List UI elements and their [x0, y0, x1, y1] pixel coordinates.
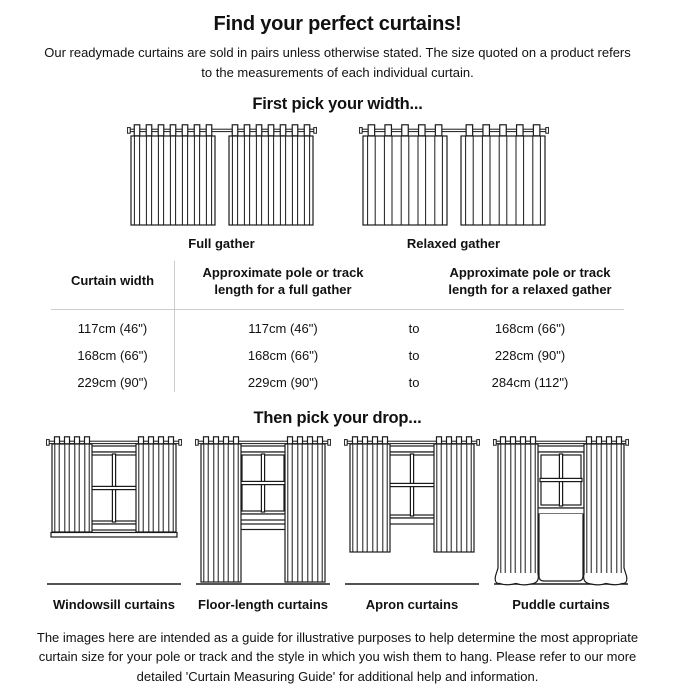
- gather-figures-row: [0, 124, 675, 251]
- relaxed-gather-value: 168cm (66"): [494, 320, 566, 336]
- curtain-width-value: 117cm (46"): [77, 320, 148, 336]
- width-section-heading: First pick your width...: [252, 95, 423, 113]
- relaxed-gather-figure: [359, 124, 549, 251]
- to-separator: to: [408, 320, 420, 336]
- drop-section-heading: Then pick your drop...: [253, 408, 422, 427]
- full-gather-figure: [127, 124, 317, 251]
- header-relaxed-gather: Approximate pole or track length for a relaxed gather: [448, 265, 612, 297]
- floor-length-figure: [195, 436, 331, 612]
- full-gather-value: 229cm (90"): [247, 374, 319, 390]
- floor-length-label: Floor-length curtains: [198, 596, 328, 612]
- windowsill-figure: [46, 436, 182, 612]
- curtain-width-value: 229cm (90"): [77, 374, 148, 390]
- apron-figure: [344, 436, 480, 612]
- table-body: [51, 310, 624, 396]
- relaxed-gather-curtains-illustration: [359, 124, 549, 230]
- full-gather-value: 117cm (46"): [248, 320, 318, 336]
- table-row: [51, 315, 624, 342]
- curtain-width-value: 168cm (66"): [77, 347, 148, 363]
- apron-label: Apron curtains: [365, 596, 459, 612]
- drop-figures-row: [46, 436, 675, 612]
- apron-curtains-illustration: [344, 436, 480, 588]
- curtain-size-table: [51, 261, 624, 396]
- windowsill-label: Windowsill curtains: [53, 596, 175, 612]
- intro-text: Our readymade curtains are sold in pairs unless otherwise stated. The size quoted on a product refers to the measurements of each individual curtain.: [44, 45, 631, 80]
- footer-note: The images here are intended as a guide for illustrative purposes to help determine the most appropriate curtain size for your pole or track and the style in which you wish them to hang. Please refer to our more detailed 'Curtain Measuring Guide' for additional help and information.: [36, 629, 639, 684]
- relaxed-gather-value: 228cm (90"): [494, 347, 566, 363]
- full-gather-label: Full gather: [188, 236, 255, 251]
- table-row: [51, 342, 624, 369]
- table-header-row: [51, 261, 624, 310]
- to-separator: to: [408, 374, 420, 390]
- page-title: Find your perfect curtains!: [213, 13, 462, 35]
- header-curtain-width: Curtain width: [70, 273, 155, 289]
- puddle-figure: [493, 436, 629, 612]
- puddle-curtains-illustration: [493, 436, 629, 588]
- puddle-label: Puddle curtains: [512, 596, 610, 612]
- windowsill-curtains-illustration: [46, 436, 182, 588]
- relaxed-gather-value: 284cm (112"): [491, 374, 569, 390]
- full-gather-curtains-illustration: [127, 124, 317, 230]
- full-gather-value: 168cm (66"): [247, 347, 319, 363]
- relaxed-gather-label: Relaxed gather: [406, 236, 501, 251]
- to-separator: to: [408, 347, 420, 363]
- header-full-gather: Approximate pole or track length for a full gather: [202, 265, 364, 297]
- table-row: [51, 369, 624, 396]
- floor-length-curtains-illustration: [195, 436, 331, 588]
